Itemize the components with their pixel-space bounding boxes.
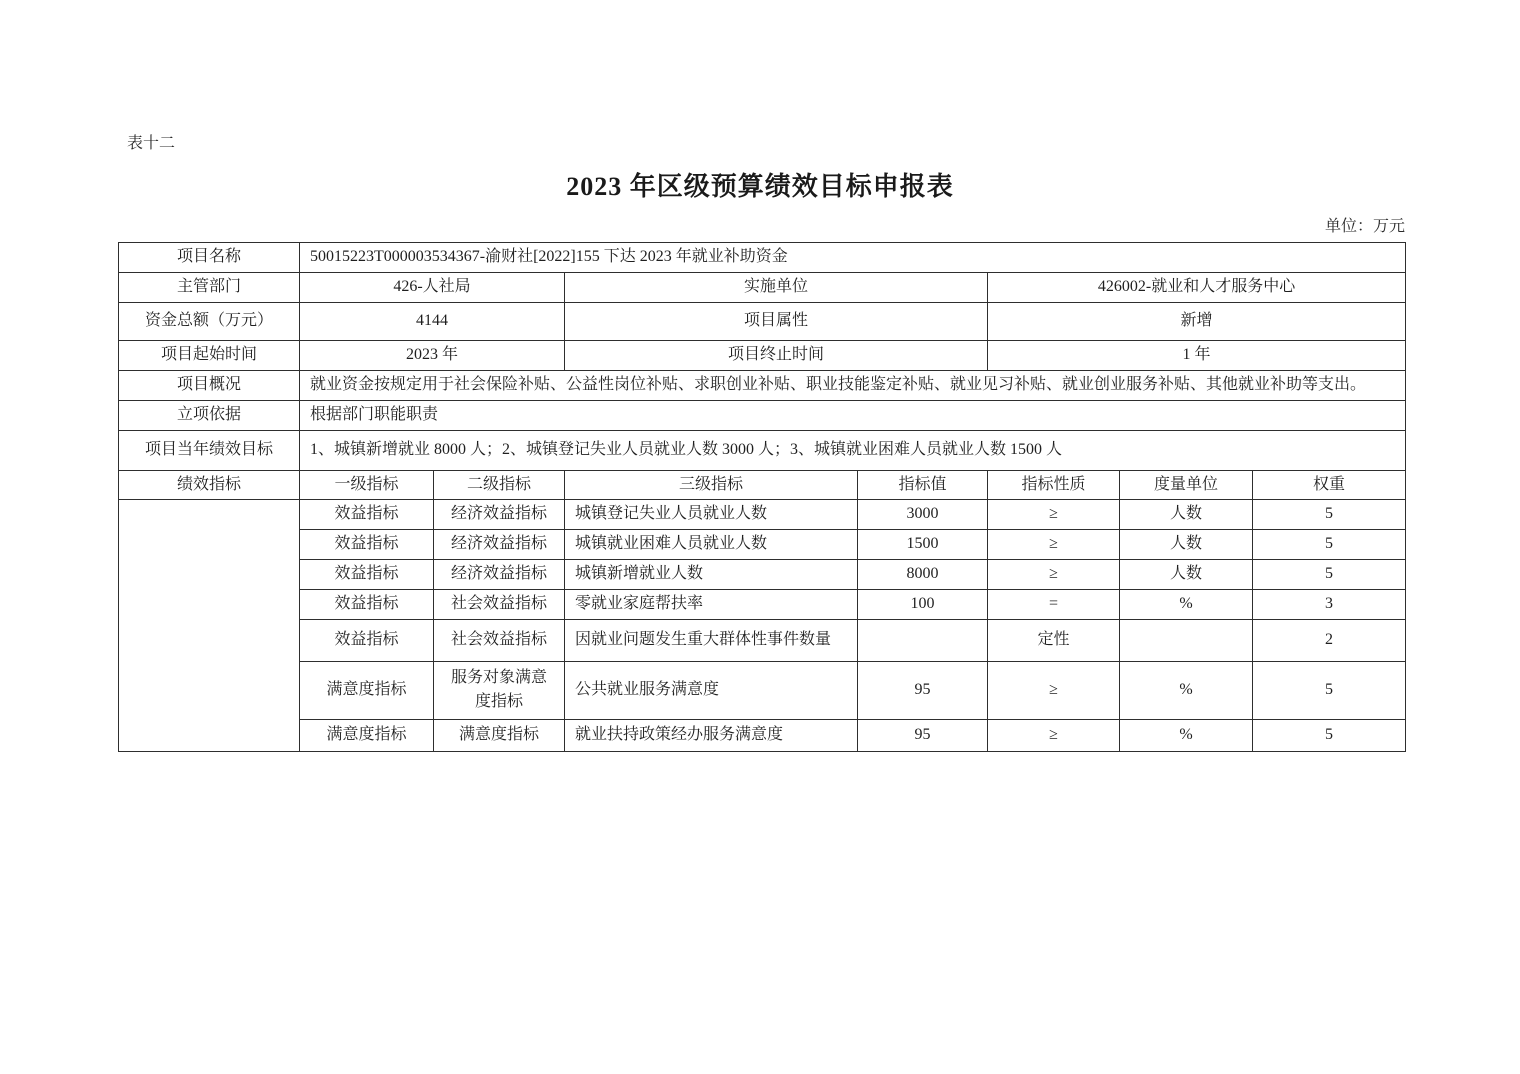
indicator-header-row	[119, 470, 1406, 500]
cell-value: 95	[858, 719, 988, 751]
end-time-value: 1 年	[988, 340, 1406, 370]
cell-nature: ≥	[988, 530, 1120, 560]
indicator-section-spacer	[119, 500, 300, 752]
cell-level3: 城镇登记失业人员就业人数	[565, 500, 858, 530]
cell-level2: 经济效益指标	[434, 530, 565, 560]
cell-level1: 效益指标	[300, 500, 434, 530]
indicator-row	[119, 589, 1406, 619]
cell-level1: 满意度指标	[300, 661, 434, 719]
cell-unit: %	[1120, 661, 1253, 719]
cell-level3: 因就业问题发生重大群体性事件数量	[565, 619, 858, 661]
cell-value: 1500	[858, 530, 988, 560]
cell-unit: 人数	[1120, 559, 1253, 589]
cell-weight: 5	[1253, 719, 1406, 751]
cell-unit: %	[1120, 719, 1253, 751]
cell-value: 8000	[858, 559, 988, 589]
cell-level2: 经济效益指标	[434, 559, 565, 589]
cell-unit: %	[1120, 589, 1253, 619]
cell-unit	[1120, 619, 1253, 661]
cell-level2: 社会效益指标	[434, 619, 565, 661]
row-overview	[119, 370, 1406, 400]
header-unit: 度量单位	[1120, 470, 1253, 500]
header-weight: 权重	[1253, 470, 1406, 500]
row-project-name	[119, 243, 1406, 273]
start-time-label: 项目起始时间	[119, 340, 300, 370]
cell-level2: 满意度指标	[434, 719, 565, 751]
cell-level3: 公共就业服务满意度	[565, 661, 858, 719]
cell-value	[858, 619, 988, 661]
cell-level1: 效益指标	[300, 559, 434, 589]
cell-weight: 2	[1253, 619, 1406, 661]
cell-value: 100	[858, 589, 988, 619]
row-fund	[119, 302, 1406, 340]
indicator-row	[119, 719, 1406, 751]
row-basis	[119, 400, 1406, 430]
cell-nature: 定性	[988, 619, 1120, 661]
annual-goal-label: 项目当年绩效目标	[119, 430, 300, 470]
indicator-row	[119, 530, 1406, 560]
annual-goal-value: 1、城镇新增就业 8000 人；2、城镇登记失业人员就业人数 3000 人；3、城镇就业困难人员就业人数 1500 人	[300, 430, 1406, 470]
cell-weight: 5	[1253, 559, 1406, 589]
cell-value: 3000	[858, 500, 988, 530]
indicator-row	[119, 661, 1406, 719]
indicator-row	[119, 500, 1406, 530]
attribute-label: 项目属性	[565, 302, 988, 340]
project-name-label: 项目名称	[119, 243, 300, 273]
row-annual-goal	[119, 430, 1406, 470]
cell-level2: 社会效益指标	[434, 589, 565, 619]
table-number-label: 表十二	[127, 135, 176, 152]
impl-unit-label: 实施单位	[565, 272, 988, 302]
page-title: 2023 年区级预算绩效目标申报表	[566, 172, 954, 201]
cell-level1: 效益指标	[300, 530, 434, 560]
indicator-section-label: 绩效指标	[119, 470, 300, 500]
cell-level1: 效益指标	[300, 589, 434, 619]
indicator-row	[119, 559, 1406, 589]
total-fund-value: 4144	[300, 302, 565, 340]
cell-unit: 人数	[1120, 530, 1253, 560]
cell-level2: 经济效益指标	[434, 500, 565, 530]
header-level2: 二级指标	[434, 470, 565, 500]
cell-level3: 城镇新增就业人数	[565, 559, 858, 589]
cell-nature: ≥	[988, 500, 1120, 530]
header-level3: 三级指标	[565, 470, 858, 500]
cell-weight: 5	[1253, 661, 1406, 719]
overview-label: 项目概况	[119, 370, 300, 400]
start-time-value: 2023 年	[300, 340, 565, 370]
unit-note: 单位：万元	[1324, 218, 1405, 235]
project-name-value: 50015223T000003534367-渝财社[2022]155 下达 2023 年就业补助资金	[300, 243, 1406, 273]
header-value: 指标值	[858, 470, 988, 500]
cell-unit: 人数	[1120, 500, 1253, 530]
cell-level3: 就业扶持政策经办服务满意度	[565, 719, 858, 751]
end-time-label: 项目终止时间	[565, 340, 988, 370]
dept-label: 主管部门	[119, 272, 300, 302]
cell-value: 95	[858, 661, 988, 719]
basis-value: 根据部门职能职责	[300, 400, 1406, 430]
attribute-value: 新增	[988, 302, 1406, 340]
cell-level1: 效益指标	[300, 619, 434, 661]
row-dept	[119, 272, 1406, 302]
cell-level2: 服务对象满意度指标	[434, 661, 565, 719]
cell-weight: 5	[1253, 530, 1406, 560]
basis-label: 立项依据	[119, 400, 300, 430]
cell-nature: ≥	[988, 719, 1120, 751]
cell-nature: =	[988, 589, 1120, 619]
cell-weight: 5	[1253, 500, 1406, 530]
impl-unit-value: 426002-就业和人才服务中心	[988, 272, 1406, 302]
indicator-row	[119, 619, 1406, 661]
cell-nature: ≥	[988, 559, 1120, 589]
cell-level3: 零就业家庭帮扶率	[565, 589, 858, 619]
overview-value: 就业资金按规定用于社会保险补贴、公益性岗位补贴、求职创业补贴、职业技能鉴定补贴、就业见习补贴、就业创业服务补贴、其他就业补助等支出。	[300, 370, 1406, 400]
cell-level3: 城镇就业困难人员就业人数	[565, 530, 858, 560]
row-time	[119, 340, 1406, 370]
dept-value: 426-人社局	[300, 272, 565, 302]
total-fund-label: 资金总额（万元）	[119, 302, 300, 340]
header-level1: 一级指标	[300, 470, 434, 500]
cell-nature: ≥	[988, 661, 1120, 719]
header-nature: 指标性质	[988, 470, 1120, 500]
cell-level1: 满意度指标	[300, 719, 434, 751]
cell-weight: 3	[1253, 589, 1406, 619]
budget-performance-table	[118, 242, 1406, 752]
